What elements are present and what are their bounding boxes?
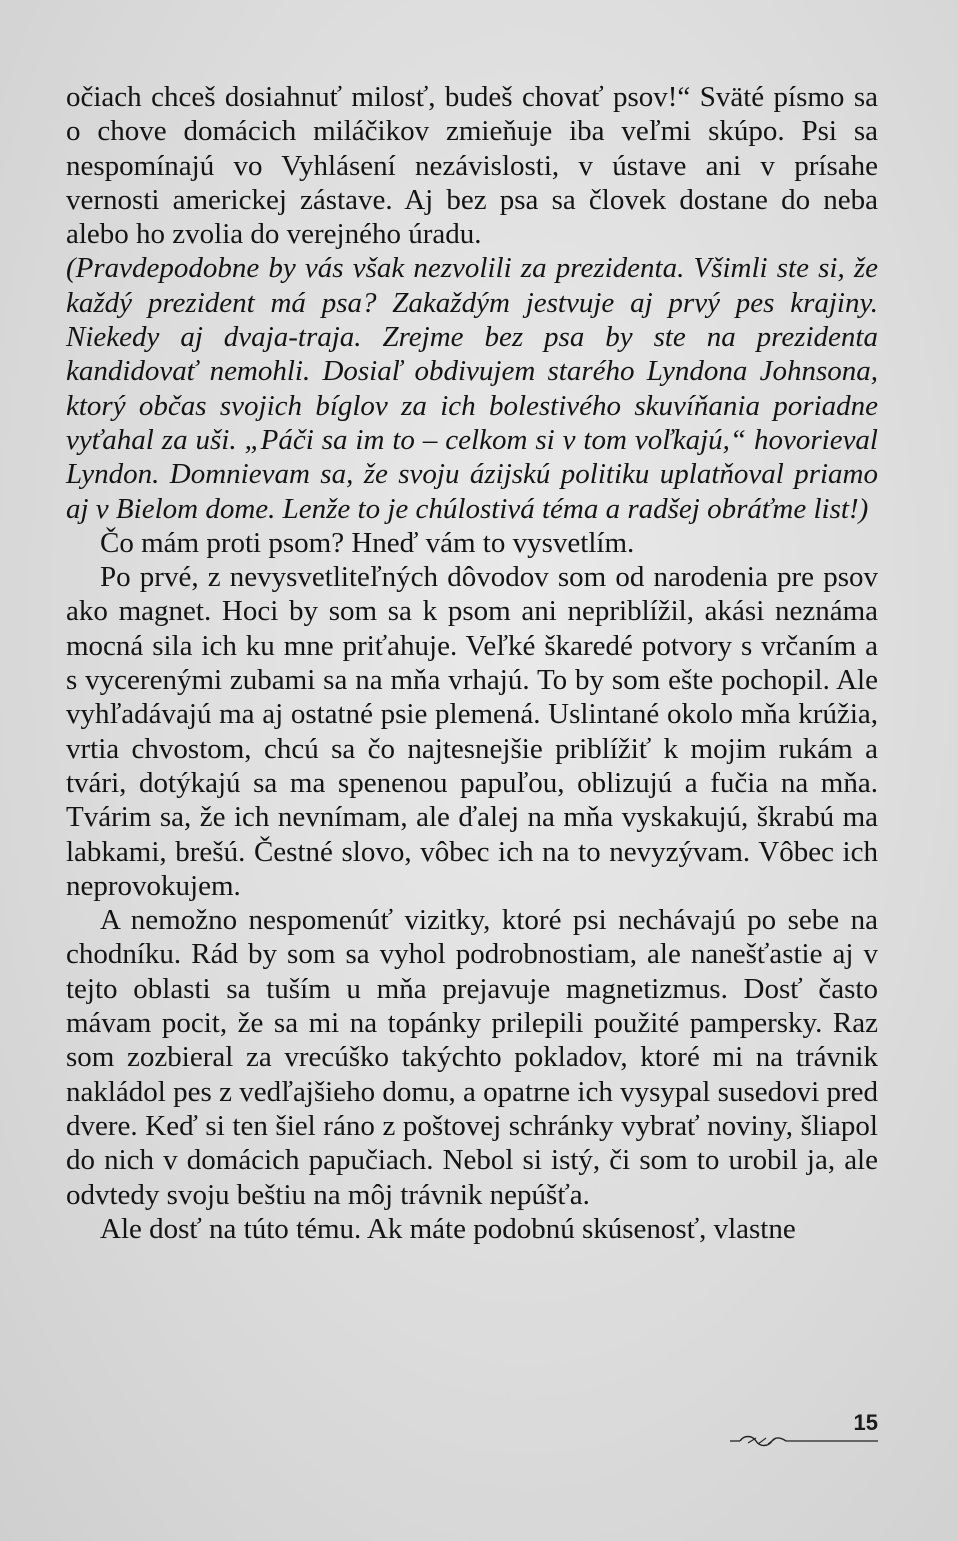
paragraph-italic-aside: (Pravdepodobne by vás však nezvolili za prezidenta. Všimli ste si, že každý prezident má psa? Zakaždým jestvuje aj prvý pes krajiny. Niekedy aj dvaja-traja. Zrejme bez psa by ste na prezidenta kandidovať nemohli. Dosiaľ obdivujem starého Lyndona Johnsona, ktorý občas svojich bíglov za ich bolestivého skuvíňania poriadne vyťahal za uši. „Páči sa im to – celkom si v tom voľkajú,“ hovorieval Lyndon. Domnievam sa, že svoju ázijskú politiku uplatňoval priamo aj v Bielom dome. Lenže to je chúlostivá téma a radšej obráťme list!) bbox=[66, 252, 878, 525]
body-text bbox=[66, 80, 878, 1246]
paragraph-magnet: Po prvé, z nevysvetliteľných dôvodov som od narodenia pre psov ako magnet. Hoci by som sa k psom ani nepriblížil, akási neznáma mocná sila ich ku mne priťahuje. Veľké škaredé potvory s vrčaním a s vycerenými zubami sa na mňa vrhajú. To by som ešte pochopil. Ale vyhľadávajú ma aj ostatné psie plemená. Uslintané okolo mňa krúžia, vrtia chvostom, chcú sa čo najtesnejšie priblížiť k mojim rukám a tvári, dotýkajú sa ma spenenou papuľou, oblizujú a fučia na mňa. Tvárim sa, že ich nevnímam, ale ďalej na mňa vyskakujú, škrabú ma labkami, brešú. Čestné slovo, vôbec ich na to nevyzývam. Vôbec ich neprovokujem. bbox=[66, 561, 878, 902]
paragraph-question: Čo mám proti psom? Hneď vám to vysvetlím. bbox=[100, 526, 635, 559]
paragraph-continuation: očiach chceš dosiahnuť milosť, budeš chovať psov!“ Sväté písmo sa o chove domácich miláčikov zmieňuje iba veľmi skúpo. Psi sa nespomínajú vo Vyhlásení nezávislosti, v ústave ani v prísahe vernosti americkej zástave. Aj bez psa sa človek dostane do neba alebo ho zvolia do verejného úradu. bbox=[66, 81, 878, 251]
paragraph-final: Ale dosť na túto tému. Ak máte podobnú skúsenosť, vlastne bbox=[100, 1212, 796, 1245]
page-footer bbox=[712, 1410, 878, 1450]
flourish-icon bbox=[712, 1434, 878, 1448]
page-number: 15 bbox=[853, 1410, 878, 1435]
paragraph-sidewalk: A nemožno nespomenúť vizitky, ktoré psi nechávajú po sebe na chodníku. Rád by som sa vyhol podrobnostiam, ale nanešťastie aj v tejto oblasti sa tuším u mňa prejavuje magnetizmus. Dosť často mávam pocit, že sa mi na topánky prilepili použité pampersky. Raz som zozbieral za vrecúško takýchto pokladov, ktoré mi na trávnik nakládol pes z vedľajšieho domu, a opatrne ich vysypal susedovi pred dvere. Keď si ten šiel ráno z poštovej schránky vybrať noviny, šliapol do nich v domácich papučiach. Nebol si istý, či som to urobil ja, ale odvtedy svoju beštiu na môj trávnik nepúšťa. bbox=[66, 904, 878, 1211]
